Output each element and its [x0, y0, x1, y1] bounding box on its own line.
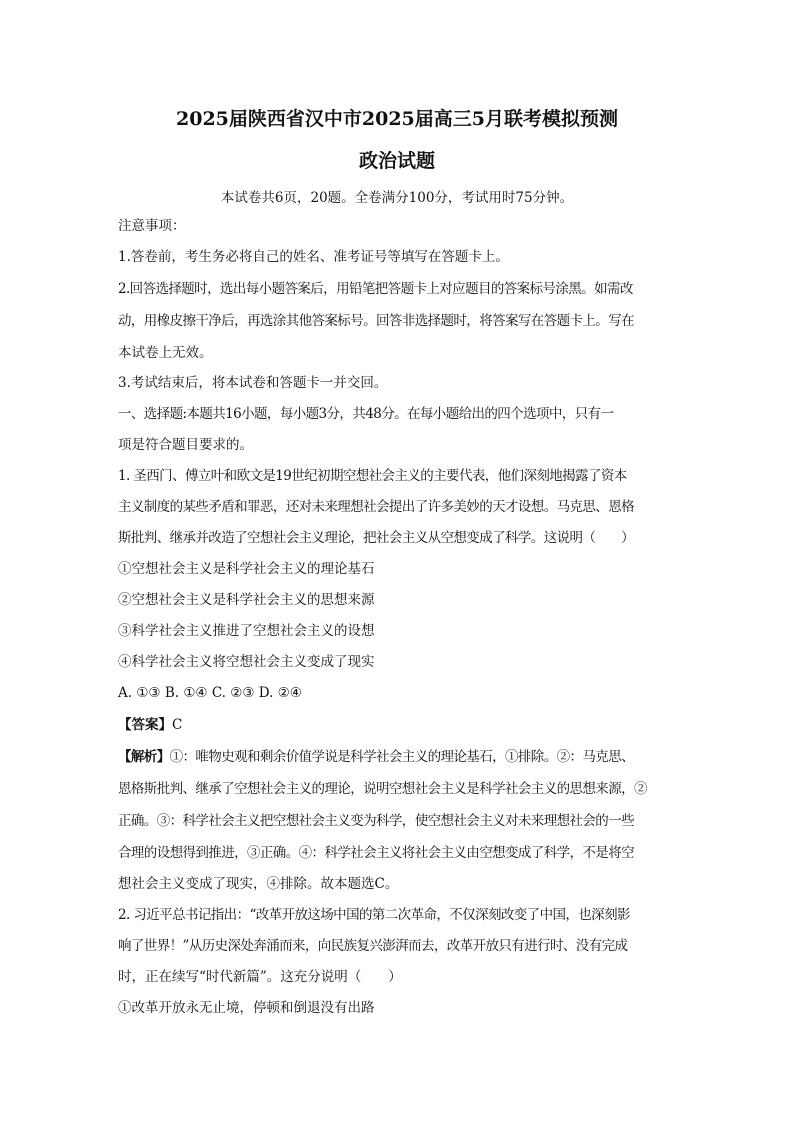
note-2-line-1: 2.回答选择题时，选出每小题答案后，用铅笔把答题卡上对应题目的答案标号涂黑。如需改 — [118, 281, 633, 297]
section-1-heading-line-1: 一、选择题:本题共16小题，每小题3分，共48分。在每小题给出的四个选项中，只有一 — [118, 406, 614, 422]
q1-stem-line-1: 1. 圣西门、傅立叶和欧文是19世纪初期空想社会主义的主要代表，他们深刻地揭露了资本 — [118, 468, 627, 484]
q1-option-2: ②空想社会主义是科学社会主义的思想来源 — [118, 592, 375, 608]
note-2-line-3: 本试卷上无效。 — [118, 345, 213, 361]
q1-analysis-line-4: 合理的设想得到推进，③正确。④：科学社会主义将社会主义由空想变成了科学，不是将空 — [118, 845, 634, 861]
section-label: 【解析】 — [118, 749, 170, 765]
note-3: 3.考试结束后，将本试卷和答题卡一并交回。 — [118, 375, 388, 391]
q1-option-1: ①空想社会主义是科学社会主义的理论基石 — [118, 561, 375, 577]
exam-subtitle: 政治试题 — [358, 150, 435, 172]
note-1: 1.答卷前，考生务必将自己的姓名、准考证号等填写在答题卡上。 — [118, 249, 509, 265]
exam-title: 2025届陕西省汉中市2025届高三5月联考模拟预测 — [176, 108, 618, 130]
q1-option-4: ④科学社会主义将空想社会主义变成了现实 — [118, 654, 375, 670]
q1-option-3: ③科学社会主义推进了空想社会主义的设想 — [118, 623, 375, 639]
q1-choices: A. ①③ B. ①④ C. ②③ D. ②④ — [118, 685, 302, 701]
q2-stem-line-1: 2. 习近平总书记指出：“改革开放这场中国的第二次革命，不仅深刻改变了中国，也深刻影 — [118, 907, 630, 923]
q1-analysis-line-5: 想社会主义变成了现实，④排除。故本题选C。 — [118, 876, 399, 892]
exam-info: 本试卷共6页，20题。全卷满分100分，考试用时75分钟。 — [220, 190, 574, 206]
q2-stem-line-3: 时，正在续写“时代新篇”。这充分说明（ ） — [118, 969, 402, 985]
q2-option-1: ①改革开放永无止境，停顿和倒退没有出路 — [118, 1000, 375, 1016]
note-2-line-2: 动，用橡皮擦干净后，再选涂其他答案标号。回答非选择题时，将答案写在答题卡上。写在 — [118, 313, 634, 329]
section-label: 【答案】 — [118, 717, 172, 733]
q1-answer: 【答案】C — [118, 717, 183, 733]
q1-analysis-line-1: 【解析】①：唯物史观和剩余价值学说是科学社会主义的理论基石，①排除。②：马克思、 — [118, 749, 635, 765]
q1-analysis-line-2: 恩格斯批判、继承了空想社会主义的理论，说明空想社会主义是科学社会主义的思想来源，② — [118, 781, 647, 797]
q1-stem-line-3: 斯批判、继承并改造了空想社会主义理论，把社会主义从空想变成了科学。这说明（ ） — [118, 530, 634, 546]
notes-header: 注意事项： — [118, 218, 186, 234]
q1-analysis-line-3: 正确。③：科学社会主义把空想社会主义变为科学，使空想社会主义对未来理想社会的一些 — [118, 813, 634, 829]
q2-stem-line-2: 响了世界！”从历史深处奔涌而来，向民族复兴澎湃而去，改革开放只有进行时、没有完成 — [118, 938, 628, 954]
section-1-heading-line-2: 项是符合题目要求的。 — [118, 437, 253, 453]
q1-stem-line-2: 主义制度的某些矛盾和罪恶，还对未来理想社会提出了许多美妙的天才设想。马克思、恩格 — [118, 499, 634, 515]
